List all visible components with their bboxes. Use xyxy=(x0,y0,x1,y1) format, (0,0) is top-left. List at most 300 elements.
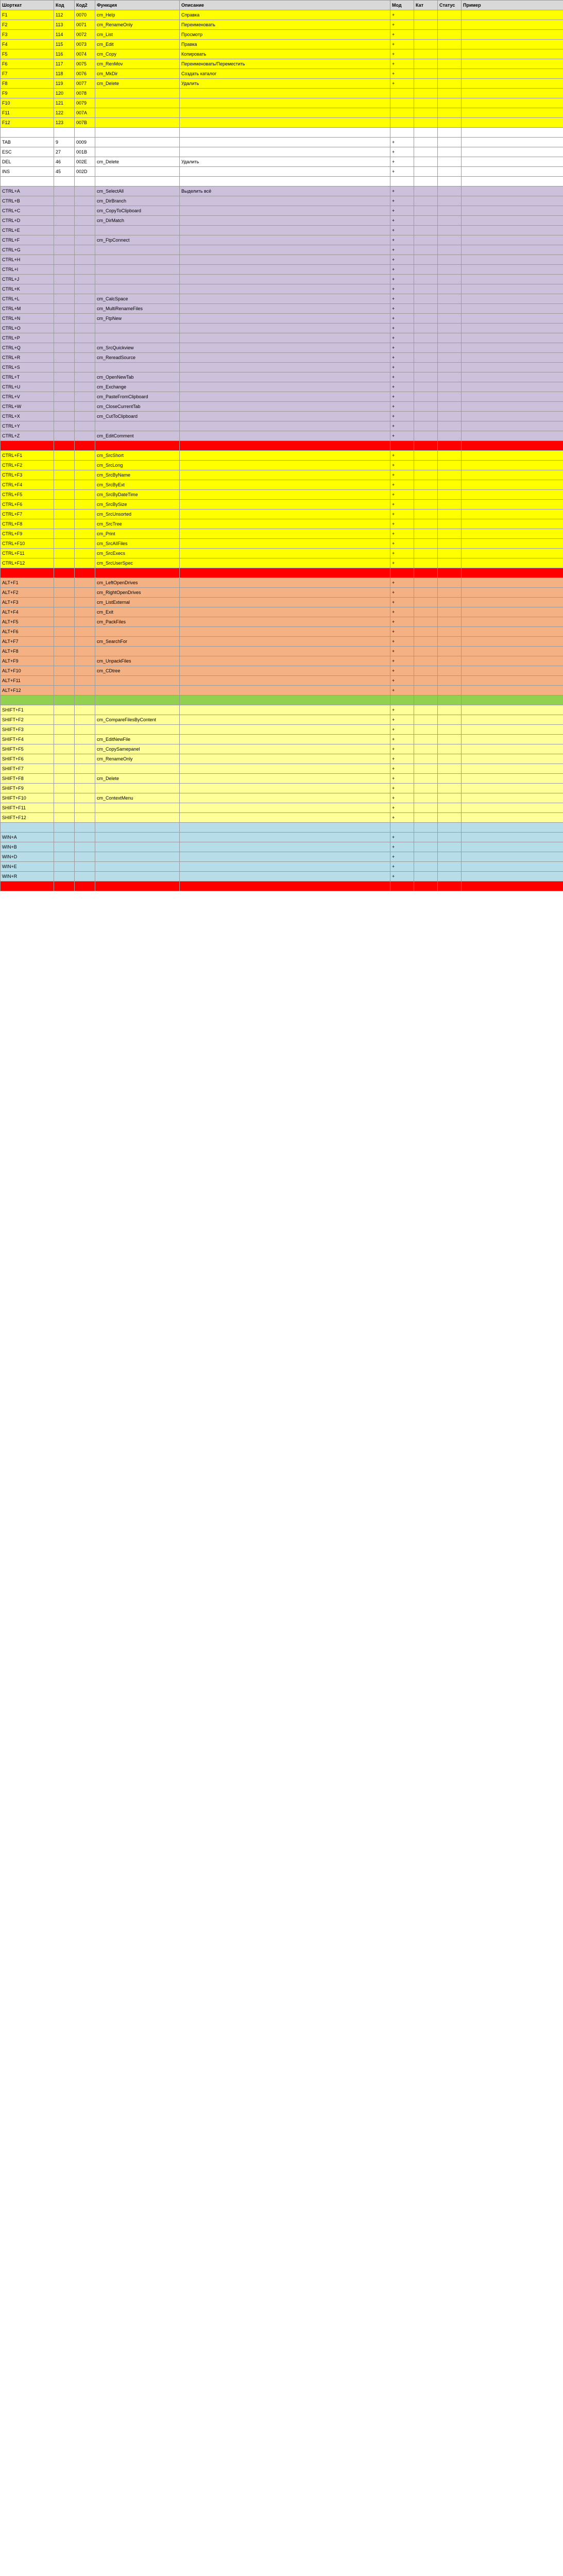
cell-code2 xyxy=(75,803,95,813)
cell-code xyxy=(54,519,75,529)
cell-cat xyxy=(414,89,438,98)
cell-function: cm_Copy xyxy=(95,49,180,59)
cell-code xyxy=(54,382,75,392)
cell-status xyxy=(438,705,462,715)
cell-status xyxy=(438,402,462,412)
cell-code2 xyxy=(75,196,95,206)
cell-example xyxy=(462,343,563,353)
cell-code: 120 xyxy=(54,89,75,98)
cell-function xyxy=(95,705,180,715)
cell-description xyxy=(180,196,390,206)
cell-shortcut: ALT+F4 xyxy=(1,607,54,617)
cell-cat xyxy=(414,294,438,304)
cell-shortcut: SHIFT+F1 xyxy=(1,705,54,715)
cell-code xyxy=(54,216,75,226)
table-row xyxy=(1,187,563,196)
cell-example xyxy=(462,441,563,451)
cell-cat xyxy=(414,480,438,490)
cell-status xyxy=(438,578,462,588)
cell-mod: + xyxy=(390,255,414,265)
cell-cat xyxy=(414,79,438,89)
cell-cat xyxy=(414,842,438,852)
table-row xyxy=(1,803,563,813)
cell-example xyxy=(462,98,563,108)
cell-code: 119 xyxy=(54,79,75,89)
cell-cat xyxy=(414,862,438,872)
cell-status xyxy=(438,793,462,803)
cell-shortcut: CTRL+F9 xyxy=(1,529,54,539)
cell-description xyxy=(180,598,390,607)
cell-code: 112 xyxy=(54,10,75,20)
cell-code2 xyxy=(75,392,95,402)
cell-status xyxy=(438,372,462,382)
cell-description xyxy=(180,568,390,578)
cell-code xyxy=(54,833,75,842)
cell-function xyxy=(95,784,180,793)
cell-status xyxy=(438,549,462,558)
cell-example xyxy=(462,607,563,617)
cell-cat xyxy=(414,490,438,500)
cell-shortcut: ALT+F1 xyxy=(1,578,54,588)
table-row xyxy=(1,255,563,265)
table-row xyxy=(1,578,563,588)
table-row xyxy=(1,461,563,470)
cell-code2: 0079 xyxy=(75,98,95,108)
cell-shortcut xyxy=(1,441,54,451)
cell-example xyxy=(462,451,563,461)
cell-description xyxy=(180,461,390,470)
cell-code xyxy=(54,705,75,715)
table-row xyxy=(1,607,563,617)
cell-code2 xyxy=(75,412,95,421)
cell-shortcut: ALT+F7 xyxy=(1,637,54,647)
table-row xyxy=(1,519,563,529)
cell-status xyxy=(438,147,462,157)
cell-mod: + xyxy=(390,294,414,304)
cell-code2: 007A xyxy=(75,108,95,118)
cell-code xyxy=(54,784,75,793)
cell-code xyxy=(54,617,75,627)
cell-code2 xyxy=(75,637,95,647)
cell-mod: + xyxy=(390,607,414,617)
cell-code2 xyxy=(75,519,95,529)
cell-code xyxy=(54,842,75,852)
cell-function: cm_List xyxy=(95,30,180,40)
cell-code xyxy=(54,451,75,461)
cell-function: cm_SrcLong xyxy=(95,461,180,470)
cell-example xyxy=(462,187,563,196)
cell-function: cm_SrcTree xyxy=(95,519,180,529)
cell-shortcut: ESC xyxy=(1,147,54,157)
table-row xyxy=(1,363,563,372)
cell-shortcut: CTRL+F1 xyxy=(1,451,54,461)
cell-shortcut: CTRL+O xyxy=(1,324,54,333)
cell-code2 xyxy=(75,744,95,754)
cell-example xyxy=(462,167,563,177)
table-row xyxy=(1,735,563,744)
cell-function: cm_Exit xyxy=(95,607,180,617)
cell-description xyxy=(180,216,390,226)
cell-cat xyxy=(414,803,438,813)
cell-code xyxy=(54,637,75,647)
cell-cat xyxy=(414,470,438,480)
cell-function xyxy=(95,823,180,833)
cell-description xyxy=(180,255,390,265)
cell-shortcut: CTRL+T xyxy=(1,372,54,382)
cell-status xyxy=(438,725,462,735)
cell-shortcut xyxy=(1,568,54,578)
cell-status xyxy=(438,568,462,578)
cell-mod: + xyxy=(390,872,414,882)
cell-function xyxy=(95,872,180,882)
cell-function xyxy=(95,882,180,891)
cell-function: cm_Help xyxy=(95,10,180,20)
cell-description xyxy=(180,607,390,617)
cell-code2 xyxy=(75,686,95,696)
cell-code xyxy=(54,666,75,676)
cell-cat xyxy=(414,764,438,774)
cell-shortcut: CTRL+F3 xyxy=(1,470,54,480)
cell-shortcut: CTRL+F5 xyxy=(1,490,54,500)
cell-code xyxy=(54,882,75,891)
cell-function: cm_SearchFor xyxy=(95,637,180,647)
cell-cat xyxy=(414,441,438,451)
cell-shortcut: CTRL+H xyxy=(1,255,54,265)
cell-code xyxy=(54,598,75,607)
cell-description xyxy=(180,275,390,284)
cell-code xyxy=(54,177,75,187)
cell-function xyxy=(95,89,180,98)
cell-code xyxy=(54,333,75,343)
cell-status xyxy=(438,304,462,314)
cell-cat xyxy=(414,637,438,647)
cell-shortcut: SHIFT+F8 xyxy=(1,774,54,784)
column-header: Кат xyxy=(414,1,438,10)
cell-function xyxy=(95,441,180,451)
table-row xyxy=(1,294,563,304)
table-row xyxy=(1,69,563,79)
cell-cat xyxy=(414,666,438,676)
table-body xyxy=(1,10,563,891)
cell-code xyxy=(54,872,75,882)
cell-mod xyxy=(390,441,414,451)
cell-function: cm_CDtree xyxy=(95,666,180,676)
cell-mod: + xyxy=(390,314,414,324)
cell-function: cm_OpenNewTab xyxy=(95,372,180,382)
cell-code2 xyxy=(75,725,95,735)
cell-shortcut: CTRL+N xyxy=(1,314,54,324)
column-header: Мод xyxy=(390,1,414,10)
cell-function: cm_DirBranch xyxy=(95,196,180,206)
cell-description: Справка xyxy=(180,10,390,20)
cell-example xyxy=(462,696,563,705)
cell-status xyxy=(438,686,462,696)
cell-shortcut: F2 xyxy=(1,20,54,30)
cell-cat xyxy=(414,813,438,823)
cell-status xyxy=(438,343,462,353)
table-row xyxy=(1,235,563,245)
cell-mod: + xyxy=(390,725,414,735)
cell-mod: + xyxy=(390,206,414,216)
cell-cat xyxy=(414,607,438,617)
cell-status xyxy=(438,558,462,568)
cell-code2 xyxy=(75,833,95,842)
cell-cat xyxy=(414,108,438,118)
cell-mod: + xyxy=(390,372,414,382)
cell-description xyxy=(180,549,390,558)
cell-mod: + xyxy=(390,578,414,588)
cell-shortcut: ALT+F11 xyxy=(1,676,54,686)
cell-example xyxy=(462,823,563,833)
header-row xyxy=(1,1,563,10)
cell-mod: + xyxy=(390,421,414,431)
table-row xyxy=(1,108,563,118)
cell-code2 xyxy=(75,128,95,138)
cell-code xyxy=(54,372,75,382)
cell-code2 xyxy=(75,549,95,558)
cell-function: cm_RenameOnly xyxy=(95,20,180,30)
table-row xyxy=(1,206,563,216)
cell-example xyxy=(462,294,563,304)
cell-code: 118 xyxy=(54,69,75,79)
cell-code xyxy=(54,187,75,196)
cell-example xyxy=(462,480,563,490)
cell-code2: 0071 xyxy=(75,20,95,30)
cell-cat xyxy=(414,20,438,30)
cell-status xyxy=(438,637,462,647)
cell-cat xyxy=(414,735,438,744)
cell-shortcut: CTRL+I xyxy=(1,265,54,275)
table-row xyxy=(1,304,563,314)
cell-shortcut: SHIFT+F3 xyxy=(1,725,54,735)
cell-mod: + xyxy=(390,833,414,842)
cell-status xyxy=(438,284,462,294)
table-row xyxy=(1,480,563,490)
cell-cat xyxy=(414,823,438,833)
cell-code2 xyxy=(75,666,95,676)
cell-mod: + xyxy=(390,852,414,862)
cell-cat xyxy=(414,568,438,578)
cell-status xyxy=(438,324,462,333)
cell-code xyxy=(54,774,75,784)
table-row xyxy=(1,705,563,715)
cell-status xyxy=(438,764,462,774)
cell-shortcut: WIN+A xyxy=(1,833,54,842)
table-row xyxy=(1,872,563,882)
cell-function xyxy=(95,813,180,823)
cell-status xyxy=(438,617,462,627)
table-row xyxy=(1,774,563,784)
cell-shortcut: CTRL+Q xyxy=(1,343,54,353)
cell-example xyxy=(462,470,563,480)
cell-cat xyxy=(414,774,438,784)
cell-example xyxy=(462,578,563,588)
cell-function: cm_SrcShort xyxy=(95,451,180,461)
cell-code2 xyxy=(75,372,95,382)
cell-description xyxy=(180,138,390,147)
cell-cat xyxy=(414,627,438,637)
cell-description: Просмотр xyxy=(180,30,390,40)
cell-example xyxy=(462,519,563,529)
cell-status xyxy=(438,235,462,245)
cell-description xyxy=(180,696,390,705)
cell-description xyxy=(180,372,390,382)
cell-code2 xyxy=(75,842,95,852)
cell-example xyxy=(462,588,563,598)
cell-status xyxy=(438,108,462,118)
cell-description xyxy=(180,627,390,637)
column-header: Функция xyxy=(95,1,180,10)
cell-description xyxy=(180,744,390,754)
cell-shortcut: CTRL+M xyxy=(1,304,54,314)
cell-description xyxy=(180,833,390,842)
cell-cat xyxy=(414,598,438,607)
cell-code: 114 xyxy=(54,30,75,40)
cell-function: cm_RightOpenDrives xyxy=(95,588,180,598)
cell-function: cm_SrcByDateTime xyxy=(95,490,180,500)
table-row xyxy=(1,10,563,20)
cell-description xyxy=(180,98,390,108)
cell-mod: + xyxy=(390,49,414,59)
cell-shortcut: ALT+F3 xyxy=(1,598,54,607)
table-row xyxy=(1,40,563,49)
cell-code2 xyxy=(75,187,95,196)
cell-code2 xyxy=(75,441,95,451)
cell-shortcut: CTRL+F7 xyxy=(1,510,54,519)
cell-shortcut: WIN+D xyxy=(1,852,54,862)
table-row xyxy=(1,353,563,363)
table-row xyxy=(1,568,563,578)
cell-example xyxy=(462,216,563,226)
cell-status xyxy=(438,40,462,49)
cell-description: Переименовать xyxy=(180,20,390,30)
cell-example xyxy=(462,265,563,275)
cell-cat xyxy=(414,187,438,196)
cell-function xyxy=(95,275,180,284)
table-row xyxy=(1,451,563,461)
column-header: Код2 xyxy=(75,1,95,10)
cell-function: cm_Print xyxy=(95,529,180,539)
cell-shortcut: F3 xyxy=(1,30,54,40)
cell-example xyxy=(462,226,563,235)
cell-status xyxy=(438,647,462,656)
cell-code2 xyxy=(75,754,95,764)
cell-example xyxy=(462,784,563,793)
cell-cat xyxy=(414,284,438,294)
cell-example xyxy=(462,118,563,128)
cell-status xyxy=(438,754,462,764)
table-row xyxy=(1,490,563,500)
cell-code2 xyxy=(75,490,95,500)
cell-description xyxy=(180,343,390,353)
cell-cat xyxy=(414,510,438,519)
cell-function xyxy=(95,98,180,108)
cell-description xyxy=(180,500,390,510)
cell-cat xyxy=(414,167,438,177)
cell-code xyxy=(54,490,75,500)
table-row xyxy=(1,30,563,40)
cell-description xyxy=(180,167,390,177)
cell-description xyxy=(180,324,390,333)
cell-cat xyxy=(414,363,438,372)
cell-code2 xyxy=(75,813,95,823)
cell-example xyxy=(462,206,563,216)
cell-example xyxy=(462,637,563,647)
cell-example xyxy=(462,490,563,500)
table-row xyxy=(1,656,563,666)
cell-mod: + xyxy=(390,382,414,392)
table-row xyxy=(1,666,563,676)
cell-code xyxy=(54,735,75,744)
cell-mod: + xyxy=(390,167,414,177)
cell-status xyxy=(438,206,462,216)
cell-mod: + xyxy=(390,402,414,412)
cell-code2 xyxy=(75,715,95,725)
cell-shortcut: F6 xyxy=(1,59,54,69)
cell-status xyxy=(438,59,462,69)
cell-function xyxy=(95,363,180,372)
cell-example xyxy=(462,284,563,294)
cell-description xyxy=(180,226,390,235)
cell-status xyxy=(438,451,462,461)
cell-status xyxy=(438,275,462,284)
cell-code xyxy=(54,363,75,372)
cell-shortcut: CTRL+F2 xyxy=(1,461,54,470)
cell-cat xyxy=(414,500,438,510)
cell-shortcut: SHIFT+F6 xyxy=(1,754,54,764)
cell-example xyxy=(462,147,563,157)
cell-description xyxy=(180,245,390,255)
cell-code2 xyxy=(75,784,95,793)
cell-status xyxy=(438,353,462,363)
cell-function: cm_SrcAllFiles xyxy=(95,539,180,549)
cell-shortcut: CTRL+C xyxy=(1,206,54,216)
cell-code xyxy=(54,852,75,862)
cell-shortcut: SHIFT+F7 xyxy=(1,764,54,774)
cell-shortcut: SHIFT+F9 xyxy=(1,784,54,793)
cell-cat xyxy=(414,255,438,265)
cell-function xyxy=(95,725,180,735)
cell-code xyxy=(54,500,75,510)
cell-example xyxy=(462,333,563,343)
cell-code xyxy=(54,412,75,421)
table-row xyxy=(1,275,563,284)
cell-code: 45 xyxy=(54,167,75,177)
cell-shortcut: WIN+R xyxy=(1,872,54,882)
table-row xyxy=(1,196,563,206)
cell-description xyxy=(180,862,390,872)
cell-cat xyxy=(414,10,438,20)
cell-function: cm_CloseCurrentTab xyxy=(95,402,180,412)
cell-code xyxy=(54,568,75,578)
cell-example xyxy=(462,774,563,784)
cell-code xyxy=(54,627,75,637)
cell-code2 xyxy=(75,275,95,284)
table-row xyxy=(1,382,563,392)
cell-cat xyxy=(414,382,438,392)
cell-cat xyxy=(414,715,438,725)
cell-code2 xyxy=(75,774,95,784)
cell-description: Копировать xyxy=(180,49,390,59)
table-row xyxy=(1,441,563,451)
cell-code xyxy=(54,549,75,558)
cell-cat xyxy=(414,852,438,862)
cell-status xyxy=(438,314,462,324)
cell-mod xyxy=(390,696,414,705)
cell-description xyxy=(180,882,390,891)
cell-description xyxy=(180,656,390,666)
cell-code2 xyxy=(75,206,95,216)
